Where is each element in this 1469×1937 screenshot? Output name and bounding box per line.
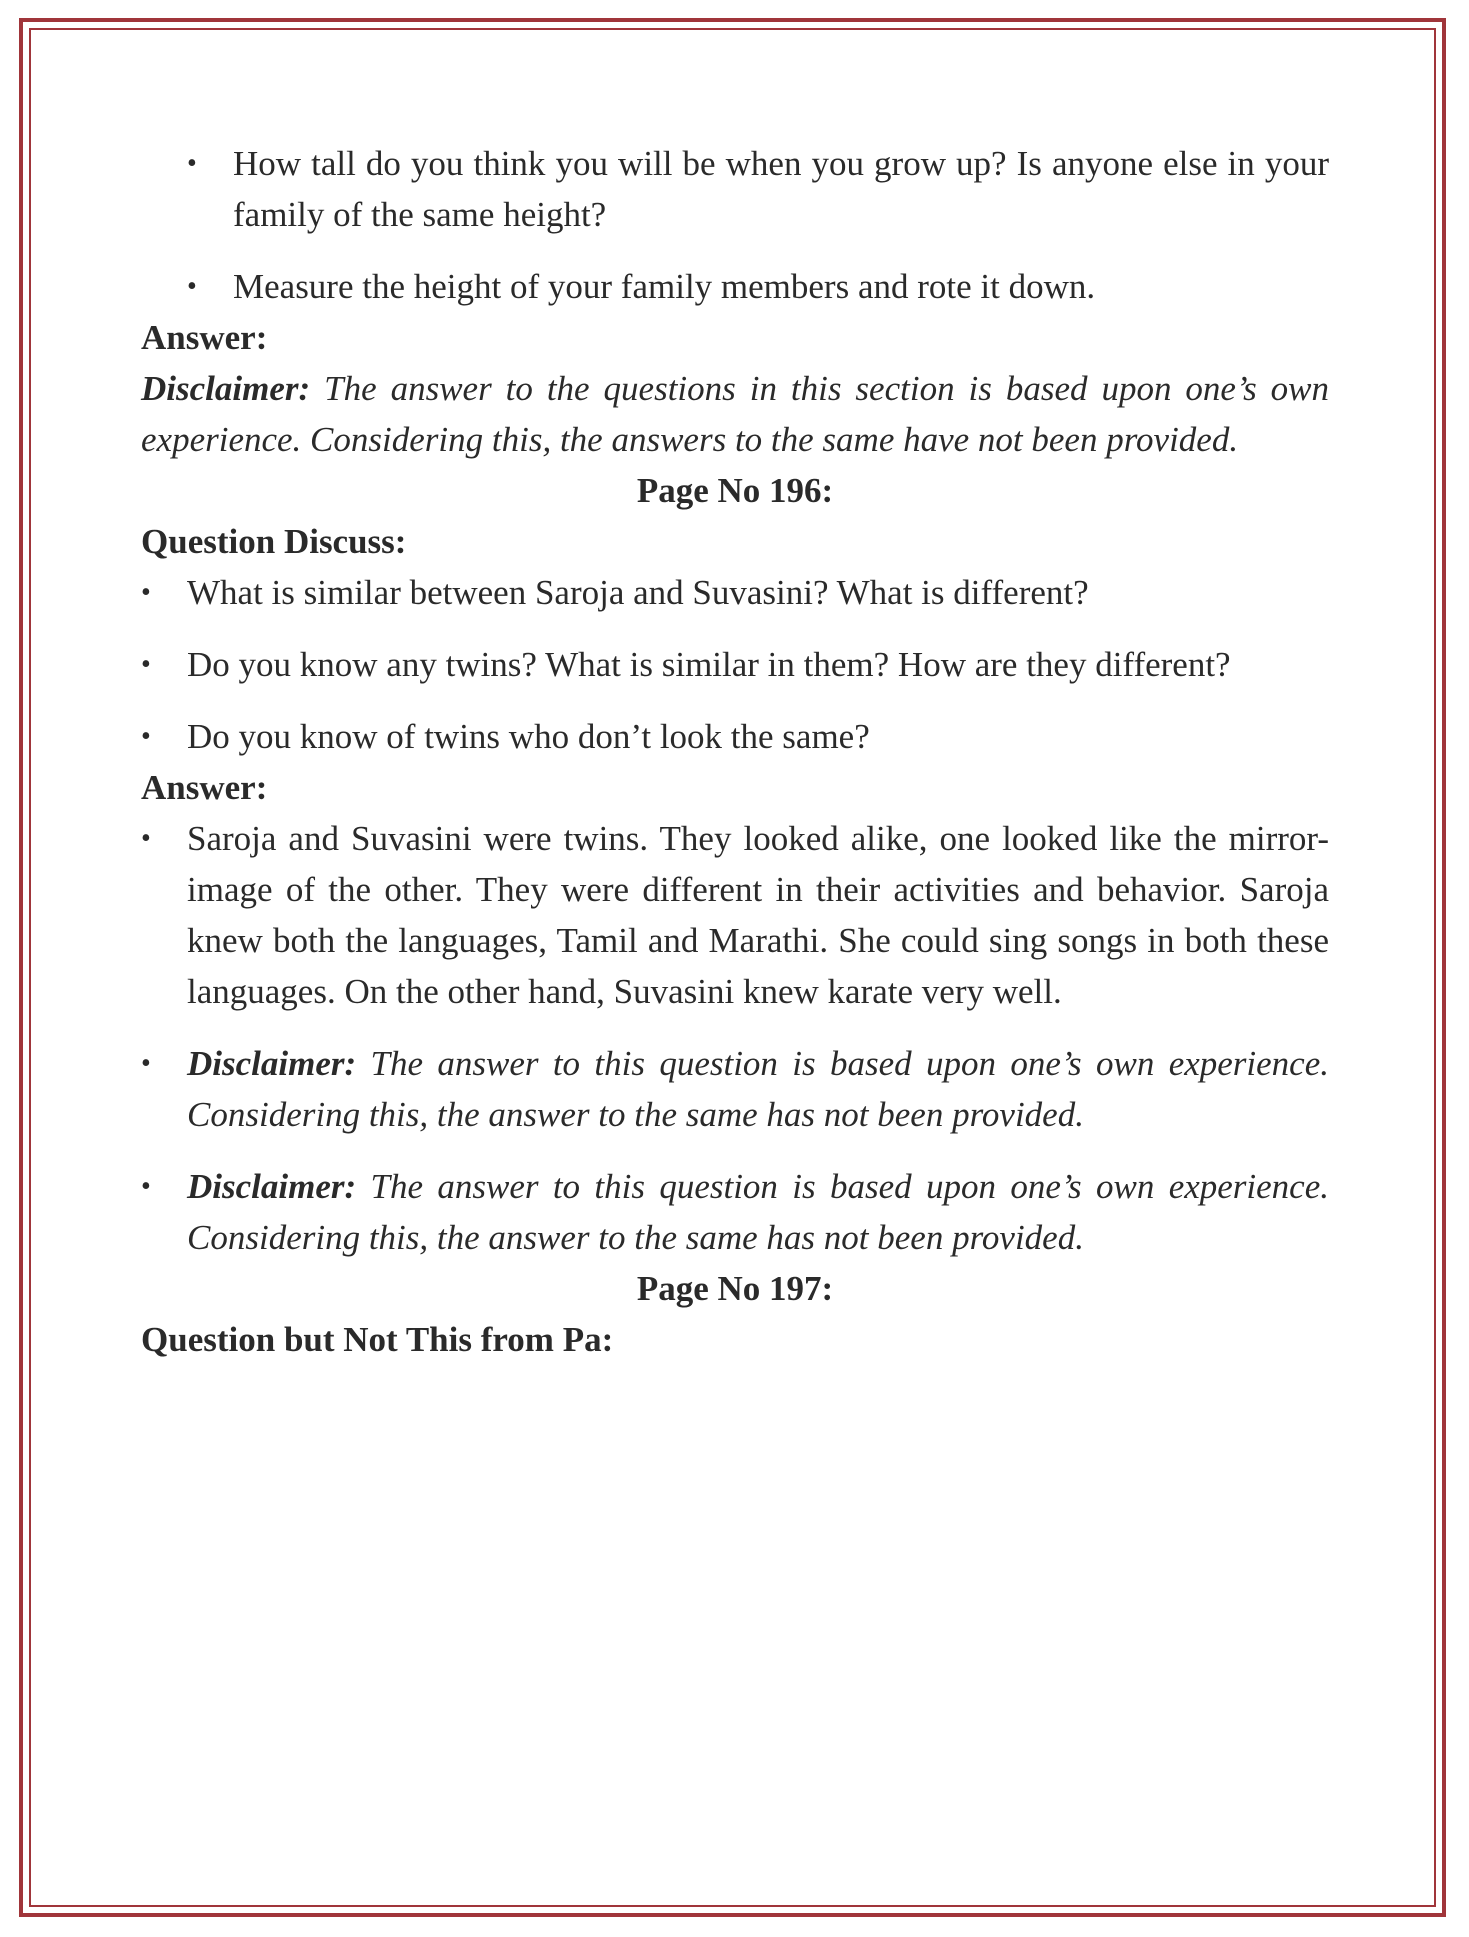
intro-question-list xyxy=(141,138,1329,312)
disclaimer-label: Disclaimer: xyxy=(187,1167,357,1206)
answer-heading: Answer: xyxy=(141,768,268,807)
bullet-icon: • xyxy=(141,1048,151,1079)
list-item-text: How tall do you think you will be when you grow up? Is anyone else in your family of the same height? xyxy=(233,144,1329,234)
disclaimer-paragraph xyxy=(141,363,1329,465)
list-item-text: Saroja and Suvasini were twins. They looked alike, one looked like the mirror-image of the other. They were different in their activities and behavior. Saroja knew both the languages, Tamil and Marathi. She could sing songs in both these languages. On the other hand, Suvasini knew karate very well. xyxy=(187,819,1329,1011)
disclaimer-text: The answer to this question is based upon one’s own experience. Considering this, the answer to the same has not been provided. xyxy=(187,1044,1330,1134)
disclaimer-text: The answer to this question is based upon one’s own experience. Considering this, the answer to the same has not been provided. xyxy=(187,1167,1330,1257)
disclaimer-text: The answer to the questions in this section is based upon one’s own experience. Considering this, the answers to the same have not been provided. xyxy=(141,369,1330,459)
discuss-question-list xyxy=(141,567,1329,762)
page-number-heading: Page No 197: xyxy=(636,1269,834,1308)
list-item-text: Do you know any twins? What is similar in them? How are they different? xyxy=(187,645,1231,684)
question-heading: Question Discuss: xyxy=(141,522,407,561)
list-item xyxy=(141,711,1329,762)
page-number-heading: Page No 196: xyxy=(636,471,834,510)
list-item-text: Do you know of twins who don’t look the same? xyxy=(187,717,870,756)
bullet-icon: • xyxy=(141,649,151,680)
list-item xyxy=(141,813,1329,1017)
page-content xyxy=(141,138,1329,1365)
list-item xyxy=(141,1161,1329,1263)
list-item xyxy=(141,1038,1329,1140)
question-heading: Question but Not This from Pa: xyxy=(141,1320,614,1359)
answer-list xyxy=(141,813,1329,1263)
list-item-text: What is similar between Saroja and Suvasini? What is different? xyxy=(187,573,1089,612)
list-item-text: Measure the height of your family members and rote it down. xyxy=(233,267,1096,306)
disclaimer-label: Disclaimer: xyxy=(187,1044,357,1083)
disclaimer-label: Disclaimer: xyxy=(141,369,311,408)
answer-heading: Answer: xyxy=(141,318,268,357)
list-item xyxy=(141,639,1329,690)
bullet-icon: • xyxy=(141,823,151,854)
bullet-icon: • xyxy=(187,148,197,179)
bullet-icon: • xyxy=(141,577,151,608)
list-item xyxy=(141,261,1329,312)
bullet-icon: • xyxy=(141,1171,151,1202)
list-item xyxy=(141,138,1329,240)
list-item xyxy=(141,567,1329,618)
bullet-icon: • xyxy=(187,271,197,302)
bullet-icon: • xyxy=(141,721,151,752)
